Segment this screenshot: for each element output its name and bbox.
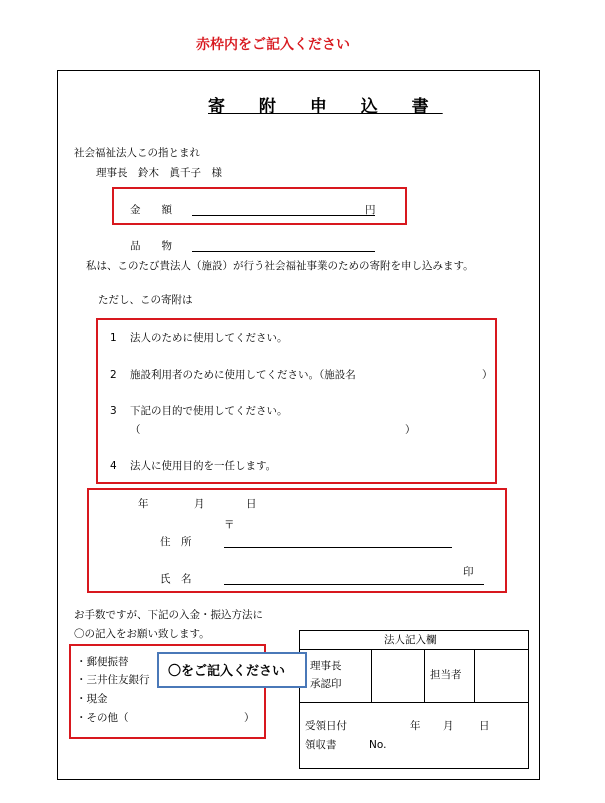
address-label: 住 所 [160, 536, 192, 548]
date-month: 月 [194, 498, 205, 510]
address-field[interactable] [224, 547, 452, 548]
option-2-num: 2 [110, 369, 117, 381]
addressee-org: 社会福祉法人この指とまれ [74, 147, 200, 159]
date-day: 日 [246, 498, 257, 510]
option-4-num: 4 [110, 460, 117, 472]
office-table-divider-2 [299, 702, 529, 703]
receipt-day: 日 [479, 720, 490, 732]
amount-field[interactable] [192, 215, 375, 216]
option-3-text: 下記の目的で使用してください。 [130, 405, 288, 417]
top-instruction: 赤枠内をご記入ください [196, 37, 350, 53]
director-approval-2: 承認印 [310, 678, 342, 690]
addressee-person: 理事長 鈴木 眞千子 様 [96, 167, 222, 179]
payment-intro-2: 〇の記入をお願い致します。 [74, 628, 210, 640]
office-table-vline-3 [474, 649, 475, 702]
director-approval-1: 理事長 [310, 660, 342, 672]
method-bank[interactable]: ・三井住友銀行 [76, 674, 150, 686]
receipt-no: No. [369, 739, 387, 751]
staff-label: 担当者 [430, 669, 462, 681]
items-label: 品 物 [130, 240, 172, 252]
method-other-close: ） [244, 712, 255, 724]
date-year: 年 [138, 498, 149, 510]
option-3-open: （ [130, 424, 141, 436]
office-table-vline-1 [371, 649, 372, 702]
option-1-num: 1 [110, 332, 117, 344]
statement-text: 私は、このたび貴法人（施設）が行う社会福祉事業のための寄附を申し込みます。 [86, 260, 474, 272]
receipt-date-label: 受領日付 [305, 720, 347, 732]
option-3-close: ） [405, 424, 416, 436]
method-other[interactable]: ・その他（ [76, 712, 129, 724]
circle-note-text: 〇をご記入ください [168, 664, 286, 679]
form-title: 寄 附 申 込 書 [208, 97, 443, 117]
office-table-divider-1 [299, 649, 529, 650]
option-2-text: 施設利用者のために使用してください。（施設名 [130, 369, 356, 381]
seal-mark: 印 [463, 566, 474, 578]
receipt-label: 領収書 [305, 739, 337, 751]
receipt-month: 月 [443, 720, 454, 732]
amount-unit: 円 [365, 204, 376, 216]
receipt-year: 年 [410, 720, 421, 732]
postal-mark: 〒 [224, 519, 235, 531]
office-table-vline-2 [424, 649, 425, 702]
method-cash[interactable]: ・現金 [76, 693, 108, 705]
option-1-text: 法人のために使用してください。 [130, 332, 288, 344]
name-field[interactable] [224, 584, 484, 585]
option-2-close: ） [482, 369, 493, 381]
applicant-box [87, 488, 507, 593]
payment-intro-1: お手数ですが、下記の入金・振込方法に [74, 609, 263, 621]
items-field[interactable] [192, 251, 375, 252]
office-table-header: 法人記入欄 [384, 634, 437, 646]
amount-label: 金 額 [130, 204, 172, 216]
option-3-num: 3 [110, 405, 117, 417]
name-label: 氏 名 [160, 573, 192, 585]
method-postal-transfer[interactable]: ・郵便振替 [76, 656, 129, 668]
condition-intro: ただし、この寄附は [98, 294, 193, 306]
option-4-text: 法人に使用目的を一任します。 [130, 460, 277, 472]
